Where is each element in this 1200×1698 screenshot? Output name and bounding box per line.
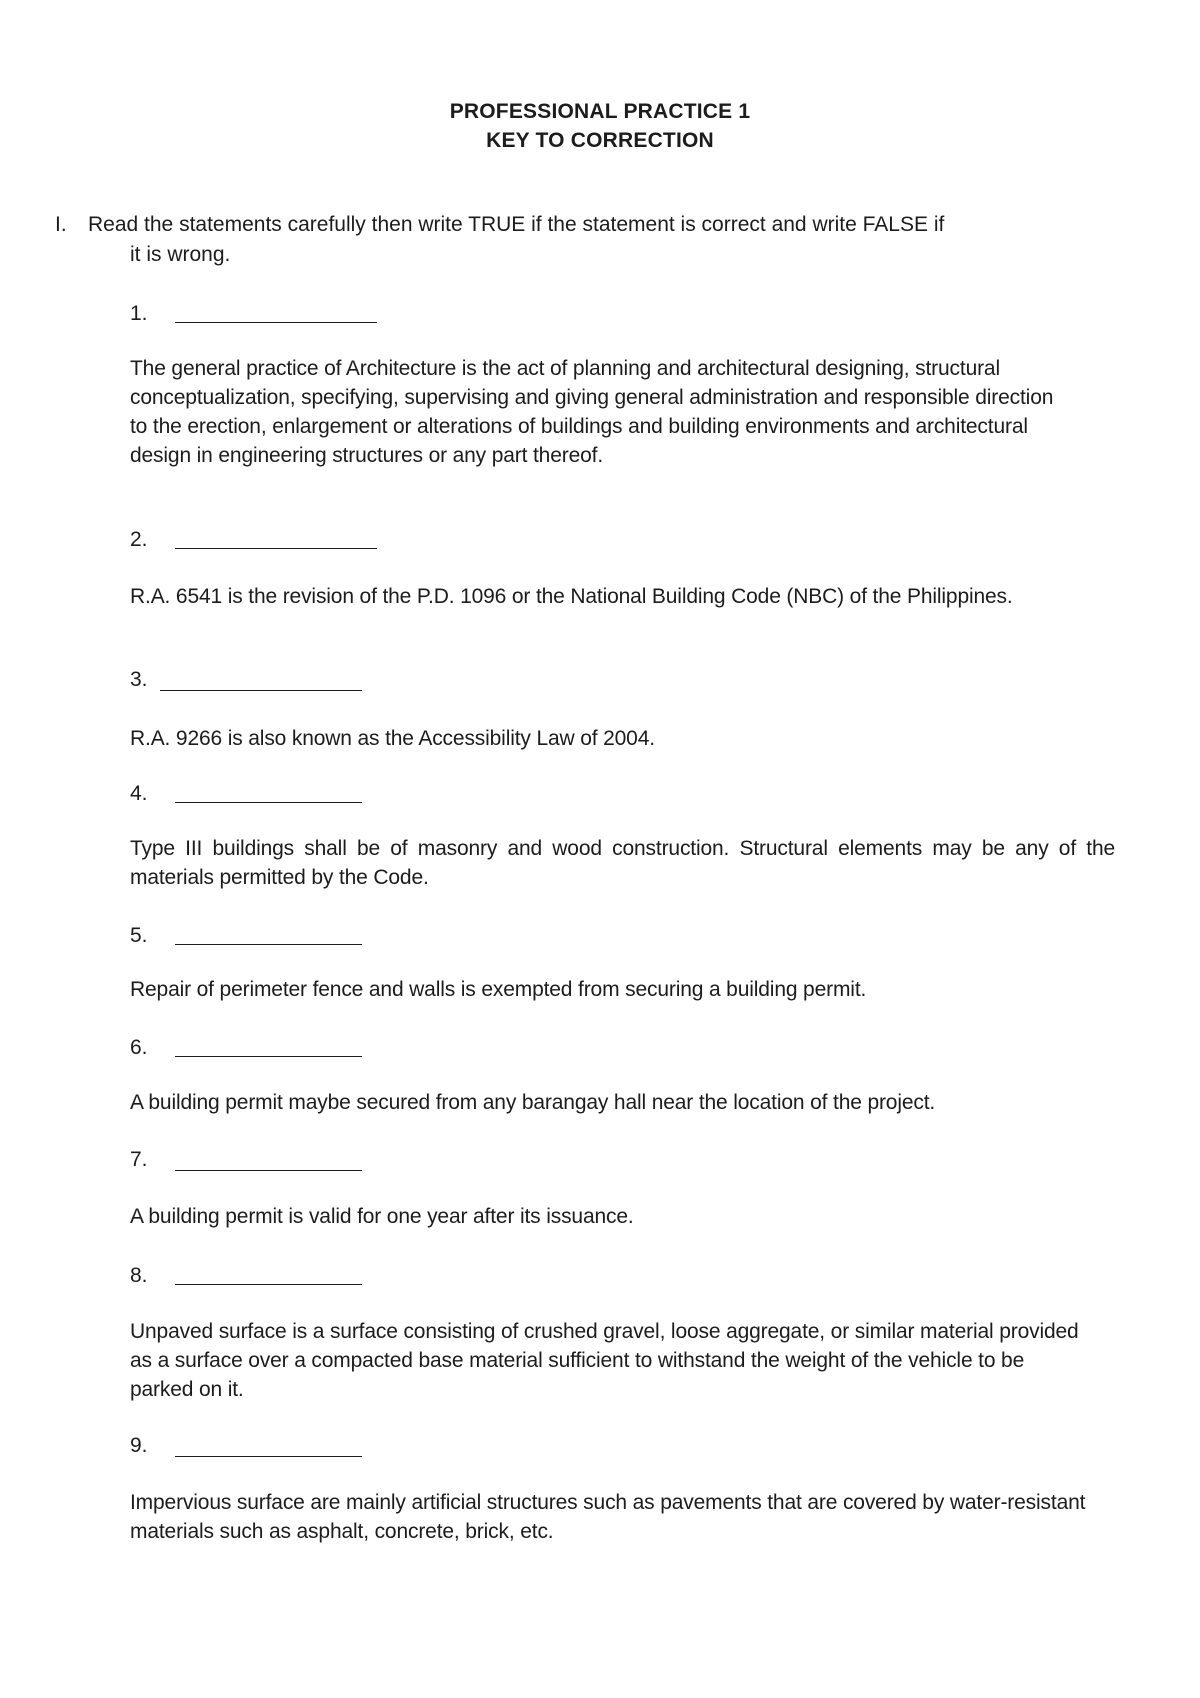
item-statement: A building permit maybe secured from any barangay hall near the location of the project. <box>130 1091 936 1114</box>
answer-blank[interactable] <box>175 548 377 549</box>
item-number: 1. <box>130 302 148 325</box>
item-number: 8. <box>130 1264 148 1287</box>
item-number: 3. <box>130 668 148 691</box>
item-number: 5. <box>130 924 148 947</box>
answer-blank[interactable] <box>175 944 362 945</box>
item-statement: R.A. 6541 is the revision of the P.D. 1096 or the National Building Code (NBC) of the Philippines. <box>130 585 1013 608</box>
section-instructions <box>55 210 1115 270</box>
item-number: 7. <box>130 1148 148 1171</box>
document-title: PROFESSIONAL PRACTICE 1 <box>449 100 751 123</box>
item-number: 9. <box>130 1434 148 1457</box>
answer-blank[interactable] <box>175 1284 362 1285</box>
section-instruction-text <box>88 210 1115 270</box>
item-statement: Unpaved surface is a surface consisting of crushed gravel, loose aggregate, or similar material provided as a surface over a compacted base material sufficient to withstand the weight of the vehicle to be parked on it. <box>130 1320 1079 1401</box>
item-statement: Repair of perimeter fence and walls is exempted from securing a building permit. <box>130 978 867 1001</box>
item-statement: Impervious surface are mainly artificial structures such as pavements that are covered by water-resistant materials such as asphalt, concrete, brick, etc. <box>130 1491 1086 1543</box>
document-subtitle: KEY TO CORRECTION <box>486 129 714 152</box>
answer-blank[interactable] <box>160 690 362 691</box>
document-header <box>0 97 1200 155</box>
answer-blank[interactable] <box>175 1170 362 1171</box>
item-statement: R.A. 9266 is also known as the Accessibility Law of 2004. <box>130 727 655 750</box>
answer-blank[interactable] <box>175 1056 362 1057</box>
section-number: I. <box>55 213 67 236</box>
answer-blank[interactable] <box>175 802 362 803</box>
answer-blank[interactable] <box>175 322 377 323</box>
item-number: 4. <box>130 782 148 805</box>
item-number: 6. <box>130 1036 148 1059</box>
instruction-line-2: it is wrong. <box>130 243 231 266</box>
item-statement: A building permit is valid for one year after its issuance. <box>130 1205 634 1228</box>
item-number: 2. <box>130 528 148 551</box>
instruction-line-1: Read the statements carefully then write TRUE if the statement is correct and write FALSE if <box>88 213 945 236</box>
answer-blank[interactable] <box>175 1456 362 1457</box>
item-statement: The general practice of Architecture is the act of planning and architectural designing, structural conceptualization, specifying, supervising and giving general administration and responsible direction to the erection, enlargement or alterations of buildings and building environments and architectural design in engineering structures or any part thereof. <box>130 357 1054 467</box>
item-statement: Type III buildings shall be of masonry and wood construction. Structural elements may be any of the materials permitted by the Code. <box>130 837 1115 889</box>
